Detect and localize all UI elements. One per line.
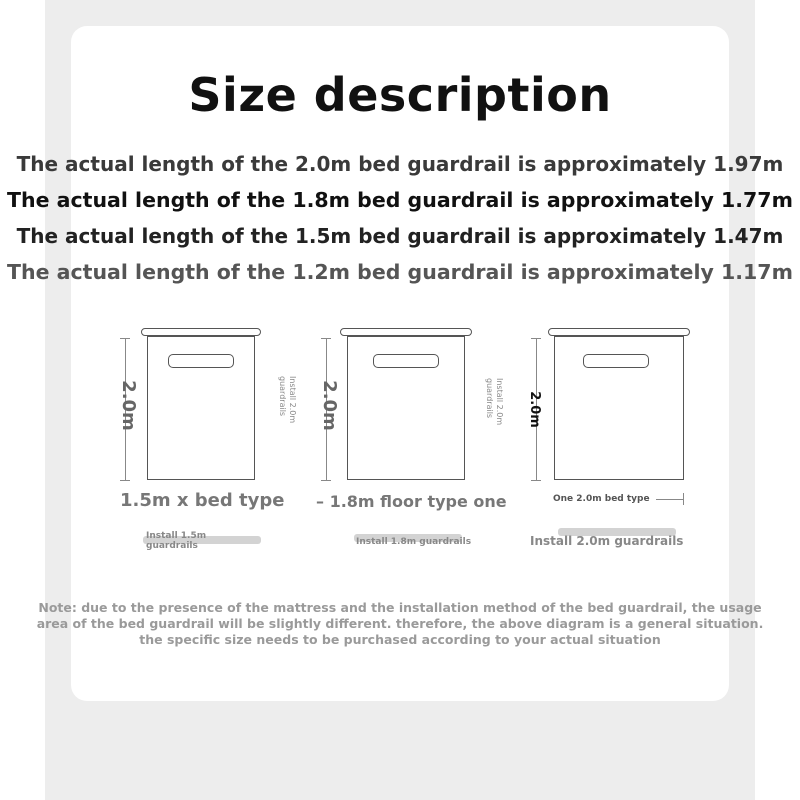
- install-label: Install 1.8m guardrails: [356, 537, 472, 547]
- dimension-tick-top: [531, 338, 541, 339]
- caption-dimension-tick: [683, 493, 684, 505]
- side-install-text: Install 2.0m guardrails: [485, 378, 504, 426]
- guardrail-handle: [168, 354, 234, 368]
- bed-type-caption: One 2.0m bed type: [553, 494, 650, 504]
- dimension-tick-bottom: [120, 480, 130, 481]
- dimension-tick-bottom: [531, 480, 541, 481]
- side-install-text: Install 2.0m guardrails: [278, 376, 297, 424]
- usage-note: [0, 600, 800, 648]
- install-label: Install 2.0m guardrails: [530, 534, 684, 548]
- usage-note-line: area of the bed guardrail will be slightly different. therefore, the above diagram is a general situation.: [36, 616, 764, 631]
- bed-type-caption: – 1.8m floor type one: [316, 492, 507, 511]
- guardrail-handle: [583, 354, 649, 368]
- height-label: 2.0m: [526, 391, 542, 428]
- bed-type-caption: 1.5m x bed type: [120, 490, 285, 511]
- length-line-1-5: The actual length of the 1.5m bed guardrail is approximately 1.47m: [16, 224, 784, 248]
- guardrail-top-bar: [548, 328, 690, 336]
- dimension-tick-bottom: [321, 480, 331, 481]
- length-line-1-2: The actual length of the 1.2m bed guardrail is approximately 1.17m: [7, 260, 793, 284]
- length-line-1-8: The actual length of the 1.8m bed guardrail is approximately 1.77m: [7, 188, 793, 212]
- guardrail-handle: [373, 354, 439, 368]
- guardrail-top-bar: [340, 328, 472, 336]
- install-label: Install 1.5m guardrails: [146, 531, 207, 551]
- height-label: 2.0m: [117, 380, 139, 431]
- dimension-tick-top: [321, 338, 331, 339]
- length-line-2-0: The actual length of the 2.0m bed guardrail is approximately 1.97m: [16, 152, 784, 176]
- page-title: Size description: [188, 68, 612, 122]
- usage-note-line: Note: due to the presence of the mattress and the installation method of the bed guardrail, the usage: [38, 600, 762, 615]
- caption-dimension-line: [656, 499, 684, 500]
- dimension-tick-top: [120, 338, 130, 339]
- usage-note-line: the specific size needs to be purchased according to your actual situation: [139, 632, 661, 647]
- height-label: 2.0m: [318, 380, 340, 431]
- guardrail-top-bar: [141, 328, 261, 336]
